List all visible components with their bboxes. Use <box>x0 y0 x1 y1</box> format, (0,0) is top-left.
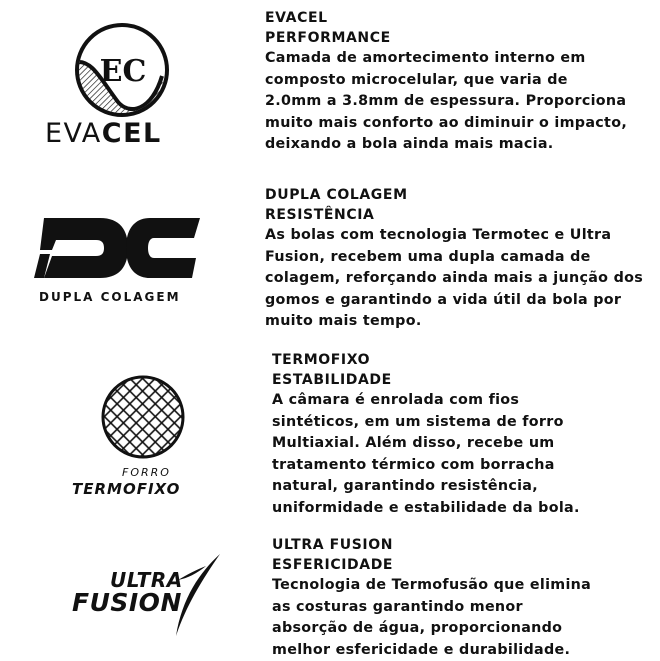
feature-description <box>265 48 627 156</box>
description-line: Tecnologia de Termofusão que elimina <box>272 575 591 597</box>
ultra-label: ULTRA <box>110 568 183 592</box>
ultra-fusion-logo <box>70 550 230 640</box>
feature-ultra-fusion <box>272 535 591 661</box>
feature-description <box>265 225 643 333</box>
termofixo-logo <box>70 372 220 497</box>
feature-title: EVACEL <box>265 8 627 28</box>
feature-evacel <box>265 8 627 156</box>
description-line: muito mais conforto ao diminuir o impacto, <box>265 113 627 135</box>
description-line: Camada de amortecimento interno em <box>265 48 627 70</box>
description-line: tratamento térmico com borracha <box>272 455 580 477</box>
feature-description <box>272 575 591 661</box>
description-line: sintéticos, em um sistema de forro <box>272 412 580 434</box>
feature-subtitle: RESISTÊNCIA <box>265 205 643 225</box>
evacel-wordmark <box>45 118 162 149</box>
description-line: As bolas com tecnologia Termotec e Ultra <box>265 225 643 247</box>
evacel-monogram: EC <box>100 54 147 89</box>
dupla-colagem-label: DUPLA COLAGEM <box>39 290 181 304</box>
feature-subtitle: ESTABILIDADE <box>272 370 580 390</box>
feature-title: TERMOFIXO <box>272 350 580 370</box>
fusion-label: FUSION <box>72 588 182 617</box>
evacel-emblem-icon <box>40 18 200 128</box>
description-line: composto microcelular, que varia de <box>265 70 627 92</box>
description-line: absorção de água, proporcionando <box>272 618 591 640</box>
forro-label: FORRO <box>122 466 171 479</box>
evacel-word-light: EVA <box>45 118 102 149</box>
feature-termofixo <box>272 350 580 519</box>
description-line: gomos e garantindo a vida útil da bola por <box>265 290 643 312</box>
feature-title: DUPLA COLAGEM <box>265 185 643 205</box>
termofixo-label: TERMOFIXO <box>72 480 180 498</box>
description-line: as costuras garantindo menor <box>272 597 591 619</box>
feature-description <box>272 390 580 519</box>
description-line: colagem, reforçando ainda mais a junção dos <box>265 268 643 290</box>
dc-monogram-icon <box>30 210 210 285</box>
description-line: A câmara é enrolada com fios <box>272 390 580 412</box>
description-line: deixando a bola ainda mais macia. <box>265 134 627 156</box>
evacel-logo <box>40 18 200 158</box>
evacel-word-bold: CEL <box>102 118 162 149</box>
description-line: Multiaxial. Além disso, recebe um <box>272 433 580 455</box>
dupla-colagem-logo <box>30 210 210 310</box>
feature-subtitle: PERFORMANCE <box>265 28 627 48</box>
feature-dupla-colagem <box>265 185 643 333</box>
description-line: natural, garantindo resistência, <box>272 476 580 498</box>
feature-subtitle: ESFERICIDADE <box>272 555 591 575</box>
description-line: muito mais tempo. <box>265 311 643 333</box>
mesh-ball-icon <box>98 372 188 462</box>
description-line: 2.0mm a 3.8mm de espessura. Proporciona <box>265 91 627 113</box>
description-line: Fusion, recebem uma dupla camada de <box>265 247 643 269</box>
feature-title: ULTRA FUSION <box>272 535 591 555</box>
description-line: uniformidade e estabilidade da bola. <box>272 498 580 520</box>
description-line: melhor esfericidade e durabilidade. <box>272 640 591 661</box>
